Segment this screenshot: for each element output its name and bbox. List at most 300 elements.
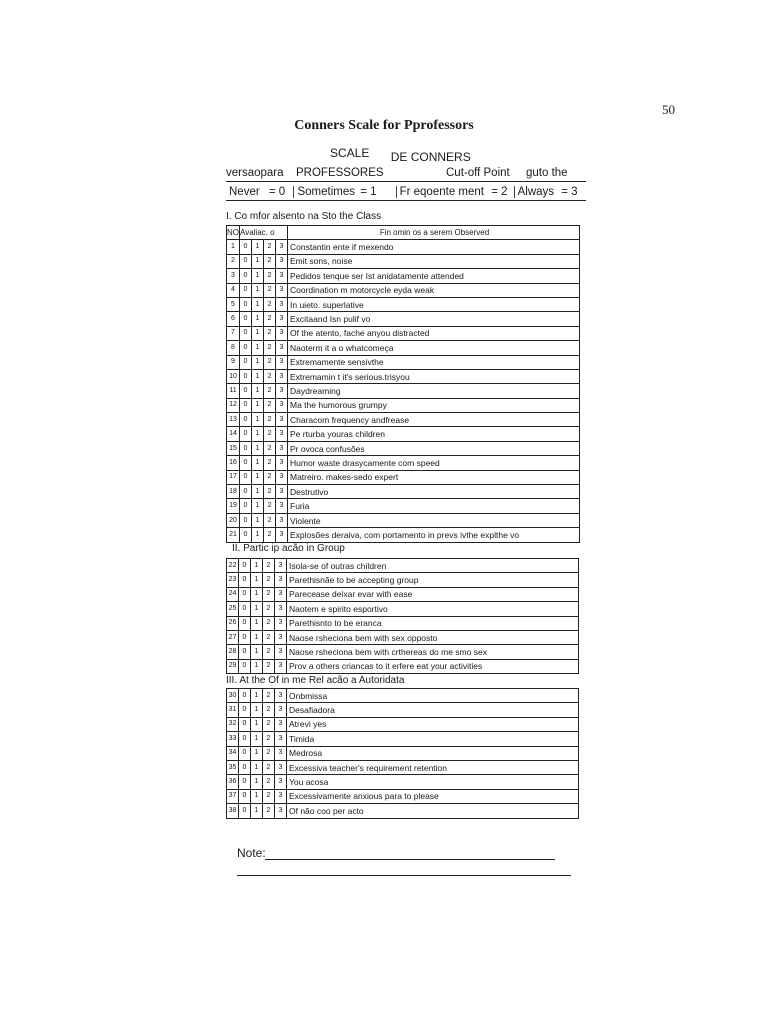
score-option-0[interactable]: 0 <box>240 297 252 311</box>
score-option-0[interactable]: 0 <box>240 384 252 398</box>
header-row-scale <box>226 184 586 201</box>
item-row <box>227 630 579 644</box>
item-row <box>227 602 579 616</box>
item-row <box>227 616 579 630</box>
note-line-1[interactable] <box>265 859 555 860</box>
item-row <box>227 559 579 573</box>
item-row <box>227 269 580 283</box>
item-row <box>227 312 580 326</box>
score-option-2[interactable]: 2 <box>263 732 275 746</box>
item-row <box>227 513 580 527</box>
score-option-2[interactable]: 2 <box>263 659 275 673</box>
item-number: 21 <box>227 528 240 542</box>
item-row <box>227 573 579 587</box>
score-option-1[interactable]: 1 <box>252 297 264 311</box>
score-option-0[interactable]: 0 <box>240 499 252 513</box>
item-text: Pr ovoca confusões <box>288 441 580 455</box>
item-text: Isola-se of outras children <box>287 559 579 573</box>
scale-label: SCALE <box>330 146 370 160</box>
score-option-3[interactable]: 3 <box>276 427 288 441</box>
score-option-3[interactable]: 3 <box>275 616 287 630</box>
score-option-3[interactable]: 3 <box>275 645 287 659</box>
item-row <box>227 384 580 398</box>
col-number-header: NO <box>227 226 240 240</box>
item-row <box>227 789 579 803</box>
score-option-1[interactable]: 1 <box>252 427 264 441</box>
score-option-3[interactable]: 3 <box>276 528 288 542</box>
score-option-3[interactable]: 3 <box>275 775 287 789</box>
item-number: 32 <box>227 717 239 731</box>
item-number: 38 <box>227 804 239 818</box>
score-option-2[interactable]: 2 <box>264 499 276 513</box>
item-text: Extremamente sensivthe <box>288 355 580 369</box>
item-number: 9 <box>227 355 240 369</box>
score-option-3[interactable]: 3 <box>276 456 288 470</box>
score-option-1[interactable]: 1 <box>251 717 263 731</box>
item-number: 23 <box>227 573 239 587</box>
score-option-1[interactable]: 1 <box>252 513 264 527</box>
item-number: 2 <box>227 254 240 268</box>
de-conners-label: DE CONNERS <box>390 150 471 164</box>
item-text: Daydreaming <box>288 384 580 398</box>
item-text: Ma the humorous grumpy <box>288 398 580 412</box>
score-option-1[interactable]: 1 <box>251 616 263 630</box>
score-option-0[interactable]: 0 <box>240 341 252 355</box>
col-item-header: Fin omin os a serem Observed <box>288 226 580 240</box>
section-3-title: III. At the Of in me Rel acão a Autoridata <box>226 675 405 686</box>
item-number: 3 <box>227 269 240 283</box>
item-number: 28 <box>227 645 239 659</box>
score-option-1[interactable]: 1 <box>252 254 264 268</box>
score-option-1[interactable]: 1 <box>252 485 264 499</box>
score-option-3[interactable]: 3 <box>276 398 288 412</box>
item-text: Matreiro. makes-sedo expert <box>288 470 580 484</box>
item-row <box>227 341 580 355</box>
score-option-1[interactable]: 1 <box>251 559 263 573</box>
item-row <box>227 369 580 383</box>
item-number: 31 <box>227 703 239 717</box>
score-option-1[interactable]: 1 <box>251 746 263 760</box>
item-number: 12 <box>227 398 240 412</box>
score-option-2[interactable]: 2 <box>263 616 275 630</box>
item-row <box>227 240 580 254</box>
score-option-0[interactable]: 0 <box>239 732 251 746</box>
versao-para: versaopara <box>226 167 284 179</box>
item-row <box>227 398 580 412</box>
document-title: Conners Scale for Pprofessors <box>294 118 474 133</box>
item-number: 11 <box>227 384 240 398</box>
item-text: Of the atento, fache anyou distracted <box>288 326 580 340</box>
item-number: 33 <box>227 732 239 746</box>
score-option-1[interactable]: 1 <box>252 240 264 254</box>
score-option-3[interactable]: 3 <box>275 559 287 573</box>
score-option-3[interactable]: 3 <box>275 746 287 760</box>
score-option-3[interactable]: 3 <box>276 269 288 283</box>
score-option-0[interactable]: 0 <box>240 485 252 499</box>
score-option-1[interactable]: 1 <box>251 775 263 789</box>
score-option-3[interactable]: 3 <box>276 384 288 398</box>
score-option-1[interactable]: 1 <box>252 369 264 383</box>
item-row <box>227 413 580 427</box>
score-option-0[interactable]: 0 <box>239 659 251 673</box>
item-row <box>227 485 580 499</box>
score-option-0[interactable]: 0 <box>239 717 251 731</box>
item-row <box>227 470 580 484</box>
score-option-1[interactable]: 1 <box>251 789 263 803</box>
score-option-3[interactable]: 3 <box>276 254 288 268</box>
score-option-2[interactable]: 2 <box>264 413 276 427</box>
score-option-0[interactable]: 0 <box>240 326 252 340</box>
item-text: Naoterm it a o whatcomeça <box>288 341 580 355</box>
section-1-title: I. Co mfor alsento na Sto the Class <box>226 211 382 222</box>
item-text: Excitaand Isn pulif vo <box>288 312 580 326</box>
score-option-1[interactable]: 1 <box>251 760 263 774</box>
score-option-1[interactable]: 1 <box>252 269 264 283</box>
section-1-header-row <box>227 226 580 240</box>
item-row <box>227 254 580 268</box>
item-row <box>227 689 579 703</box>
score-option-2[interactable]: 2 <box>264 312 276 326</box>
score-option-1[interactable]: 1 <box>251 645 263 659</box>
item-text: Violente <box>288 513 580 527</box>
item-number: 17 <box>227 470 240 484</box>
score-option-2[interactable]: 2 <box>264 254 276 268</box>
score-option-3[interactable]: 3 <box>275 703 287 717</box>
score-option-0[interactable]: 0 <box>240 441 252 455</box>
score-option-2[interactable]: 2 <box>263 789 275 803</box>
item-number: 4 <box>227 283 240 297</box>
score-option-0[interactable]: 0 <box>240 355 252 369</box>
item-row <box>227 587 579 601</box>
section-3-table <box>226 688 579 819</box>
score-option-2[interactable]: 2 <box>264 369 276 383</box>
score-option-1[interactable]: 1 <box>251 587 263 601</box>
note-label: Note: <box>237 846 266 860</box>
score-option-2[interactable]: 2 <box>263 746 275 760</box>
score-option-0[interactable]: 0 <box>240 369 252 383</box>
score-option-2[interactable]: 2 <box>264 427 276 441</box>
score-option-1[interactable]: 1 <box>251 689 263 703</box>
col-evaluation-header: Avaliac. o <box>240 226 288 240</box>
section-2-title: II. Partic ip acão in Group <box>232 543 345 554</box>
score-option-2[interactable]: 2 <box>263 804 275 818</box>
item-row <box>227 528 580 542</box>
page-number: 50 <box>662 102 675 117</box>
item-text: Humor waste drasycamente com speed <box>288 456 580 470</box>
never-value: = 0 <box>268 186 286 198</box>
score-option-3[interactable]: 3 <box>275 587 287 601</box>
score-option-2[interactable]: 2 <box>264 485 276 499</box>
score-option-1[interactable]: 1 <box>252 470 264 484</box>
score-option-2[interactable]: 2 <box>264 341 276 355</box>
score-option-0[interactable]: 0 <box>240 456 252 470</box>
never-label: Never <box>229 186 260 198</box>
score-option-2[interactable]: 2 <box>264 513 276 527</box>
score-option-3[interactable]: 3 <box>276 513 288 527</box>
score-option-3[interactable]: 3 <box>275 602 287 616</box>
score-option-1[interactable]: 1 <box>252 341 264 355</box>
score-option-0[interactable]: 0 <box>239 587 251 601</box>
score-option-2[interactable]: 2 <box>264 355 276 369</box>
note-line-2[interactable] <box>237 875 571 876</box>
item-number: 15 <box>227 441 240 455</box>
score-option-2[interactable]: 2 <box>264 398 276 412</box>
score-option-2[interactable]: 2 <box>264 269 276 283</box>
item-number: 22 <box>227 559 239 573</box>
item-row <box>227 456 580 470</box>
score-option-2[interactable]: 2 <box>264 297 276 311</box>
score-option-2[interactable]: 2 <box>263 717 275 731</box>
score-option-2[interactable]: 2 <box>263 760 275 774</box>
item-row <box>227 326 580 340</box>
scale-heading <box>330 146 471 164</box>
item-number: 20 <box>227 513 240 527</box>
score-option-1[interactable]: 1 <box>251 602 263 616</box>
header-row-version <box>226 165 586 182</box>
item-text: Onbmissa <box>287 689 579 703</box>
item-number: 27 <box>227 630 239 644</box>
score-option-0[interactable]: 0 <box>239 602 251 616</box>
item-text: Naose rsheciona bem with crthereas do me smo sex <box>287 645 579 659</box>
item-text: Medrosa <box>287 746 579 760</box>
score-option-0[interactable]: 0 <box>240 470 252 484</box>
score-option-1[interactable]: 1 <box>251 573 263 587</box>
item-number: 14 <box>227 427 240 441</box>
score-option-3[interactable]: 3 <box>276 297 288 311</box>
item-number: 24 <box>227 587 239 601</box>
item-number: 19 <box>227 499 240 513</box>
score-option-1[interactable]: 1 <box>251 732 263 746</box>
item-text: Explosões deraiva, com portamento in prevs ivthe explthe vo <box>288 528 580 542</box>
item-number: 5 <box>227 297 240 311</box>
score-option-3[interactable]: 3 <box>276 240 288 254</box>
score-option-0[interactable]: 0 <box>239 559 251 573</box>
score-option-0[interactable]: 0 <box>240 283 252 297</box>
frequently-value: = 2 <box>491 186 508 198</box>
score-option-3[interactable]: 3 <box>275 804 287 818</box>
score-option-0[interactable]: 0 <box>239 645 251 659</box>
item-text: Emit sons, noise <box>288 254 580 268</box>
frequently-option <box>397 186 515 198</box>
item-text: Excessivamente anxious para to please <box>287 789 579 803</box>
score-option-3[interactable]: 3 <box>275 689 287 703</box>
score-option-2[interactable]: 2 <box>264 326 276 340</box>
score-option-0[interactable]: 0 <box>240 528 252 542</box>
item-text: Characom frequency andfrease <box>288 413 580 427</box>
item-text: Pe rturba youras children <box>288 427 580 441</box>
item-number: 34 <box>227 746 239 760</box>
score-option-0[interactable]: 0 <box>239 775 251 789</box>
score-option-3[interactable]: 3 <box>276 283 288 297</box>
item-number: 8 <box>227 341 240 355</box>
score-option-0[interactable]: 0 <box>240 312 252 326</box>
score-option-3[interactable]: 3 <box>275 760 287 774</box>
score-option-3[interactable]: 3 <box>276 470 288 484</box>
item-number: 18 <box>227 485 240 499</box>
score-option-0[interactable]: 0 <box>239 573 251 587</box>
score-option-2[interactable]: 2 <box>263 573 275 587</box>
score-option-2[interactable]: 2 <box>264 384 276 398</box>
item-number: 35 <box>227 760 239 774</box>
item-row <box>227 499 580 513</box>
score-option-0[interactable]: 0 <box>240 427 252 441</box>
item-text: Extremamin t it's serious.trisyou <box>288 369 580 383</box>
item-number: 16 <box>227 456 240 470</box>
sometimes-label: Sometimes <box>297 186 355 198</box>
score-option-3[interactable]: 3 <box>275 573 287 587</box>
item-text: Coordination m motorcycle eyda weak <box>288 283 580 297</box>
score-option-0[interactable]: 0 <box>240 269 252 283</box>
score-option-2[interactable]: 2 <box>264 528 276 542</box>
item-row <box>227 804 579 818</box>
score-option-0[interactable]: 0 <box>240 240 252 254</box>
score-option-3[interactable]: 3 <box>276 441 288 455</box>
score-option-1[interactable]: 1 <box>252 312 264 326</box>
score-option-1[interactable]: 1 <box>251 630 263 644</box>
item-text: Prov a others criancas to it erfere eat your activities <box>287 659 579 673</box>
score-option-1[interactable]: 1 <box>252 355 264 369</box>
score-option-0[interactable]: 0 <box>240 254 252 268</box>
cutoff-label: Cut-off Point <box>446 167 510 179</box>
sometimes-option <box>294 186 396 198</box>
item-row <box>227 746 579 760</box>
score-option-2[interactable]: 2 <box>264 240 276 254</box>
score-option-2[interactable]: 2 <box>263 645 275 659</box>
score-option-3[interactable]: 3 <box>275 732 287 746</box>
item-number: 30 <box>227 689 239 703</box>
score-option-2[interactable]: 2 <box>264 441 276 455</box>
item-row <box>227 645 579 659</box>
item-row <box>227 732 579 746</box>
item-text: Of não coo per acto <box>287 804 579 818</box>
item-row <box>227 659 579 673</box>
score-option-3[interactable]: 3 <box>276 341 288 355</box>
item-row <box>227 775 579 789</box>
item-text: Excessiva teacher's requirement retention <box>287 760 579 774</box>
item-number: 7 <box>227 326 240 340</box>
score-option-1[interactable]: 1 <box>252 326 264 340</box>
item-row <box>227 703 579 717</box>
score-option-1[interactable]: 1 <box>251 804 263 818</box>
item-text: Timida <box>287 732 579 746</box>
score-option-1[interactable]: 1 <box>252 499 264 513</box>
sometimes-value: = 1 <box>360 186 377 198</box>
item-row <box>227 427 580 441</box>
score-option-0[interactable]: 0 <box>239 789 251 803</box>
section-2-table <box>226 558 579 674</box>
score-option-1[interactable]: 1 <box>252 441 264 455</box>
item-number: 36 <box>227 775 239 789</box>
score-option-1[interactable]: 1 <box>252 384 264 398</box>
score-option-0[interactable]: 0 <box>239 616 251 630</box>
score-option-3[interactable]: 3 <box>276 485 288 499</box>
item-text: Naose rsheciona bem with sex opposto <box>287 630 579 644</box>
item-number: 1 <box>227 240 240 254</box>
score-option-3[interactable]: 3 <box>275 717 287 731</box>
item-number: 25 <box>227 602 239 616</box>
item-number: 29 <box>227 659 239 673</box>
item-number: 13 <box>227 413 240 427</box>
item-text: Desafiadora <box>287 703 579 717</box>
score-option-3[interactable]: 3 <box>276 312 288 326</box>
always-value: = 3 <box>561 186 578 198</box>
item-number: 26 <box>227 616 239 630</box>
item-text: Constantin ente if mexendo <box>288 240 580 254</box>
item-text: You acosa <box>287 775 579 789</box>
score-option-2[interactable]: 2 <box>263 602 275 616</box>
item-text: Furia <box>288 499 580 513</box>
score-option-2[interactable]: 2 <box>263 703 275 717</box>
score-option-1[interactable]: 1 <box>252 456 264 470</box>
score-option-0[interactable]: 0 <box>240 398 252 412</box>
score-option-2[interactable]: 2 <box>264 470 276 484</box>
item-text: Atrevi yes <box>287 717 579 731</box>
item-number: 10 <box>227 369 240 383</box>
score-option-3[interactable]: 3 <box>276 369 288 383</box>
score-option-1[interactable]: 1 <box>252 528 264 542</box>
score-option-0[interactable]: 0 <box>239 703 251 717</box>
score-option-0[interactable]: 0 <box>240 413 252 427</box>
score-option-3[interactable]: 3 <box>275 630 287 644</box>
score-option-2[interactable]: 2 <box>263 587 275 601</box>
score-option-3[interactable]: 3 <box>275 659 287 673</box>
item-row <box>227 283 580 297</box>
professores-label: PROFESSORES <box>296 167 384 179</box>
score-option-2[interactable]: 2 <box>263 630 275 644</box>
score-option-1[interactable]: 1 <box>251 659 263 673</box>
score-option-3[interactable]: 3 <box>276 499 288 513</box>
score-option-0[interactable]: 0 <box>239 630 251 644</box>
score-option-2[interactable]: 2 <box>263 689 275 703</box>
item-text: Parethisnto to be eranca <box>287 616 579 630</box>
item-number: 6 <box>227 312 240 326</box>
section-1-table <box>226 225 580 543</box>
score-option-3[interactable]: 3 <box>276 413 288 427</box>
item-text: Parecease deixar evar with ease <box>287 587 579 601</box>
item-row <box>227 297 580 311</box>
always-label: Always <box>517 186 555 198</box>
score-option-0[interactable]: 0 <box>239 689 251 703</box>
score-option-0[interactable]: 0 <box>239 760 251 774</box>
score-option-1[interactable]: 1 <box>252 398 264 412</box>
item-row <box>227 441 580 455</box>
score-option-0[interactable]: 0 <box>240 513 252 527</box>
guto-label: guto the <box>526 167 568 179</box>
frequently-label: Fr eqoente ment <box>399 186 484 198</box>
item-row <box>227 760 579 774</box>
score-option-1[interactable]: 1 <box>252 283 264 297</box>
score-option-2[interactable]: 2 <box>263 775 275 789</box>
score-option-2[interactable]: 2 <box>264 456 276 470</box>
score-option-2[interactable]: 2 <box>263 559 275 573</box>
score-option-0[interactable]: 0 <box>239 804 251 818</box>
score-option-1[interactable]: 1 <box>251 703 263 717</box>
score-option-2[interactable]: 2 <box>264 283 276 297</box>
item-text: Parethisnãe to be accepting group <box>287 573 579 587</box>
item-text: Destrutivo <box>288 485 580 499</box>
item-number: 37 <box>227 789 239 803</box>
score-option-3[interactable]: 3 <box>276 326 288 340</box>
never-option <box>226 186 294 198</box>
score-option-3[interactable]: 3 <box>276 355 288 369</box>
item-row <box>227 717 579 731</box>
item-text: In uieto. superlative <box>288 297 580 311</box>
item-row <box>227 355 580 369</box>
header-box <box>226 165 586 201</box>
score-option-3[interactable]: 3 <box>275 789 287 803</box>
score-option-1[interactable]: 1 <box>252 413 264 427</box>
score-option-0[interactable]: 0 <box>239 746 251 760</box>
